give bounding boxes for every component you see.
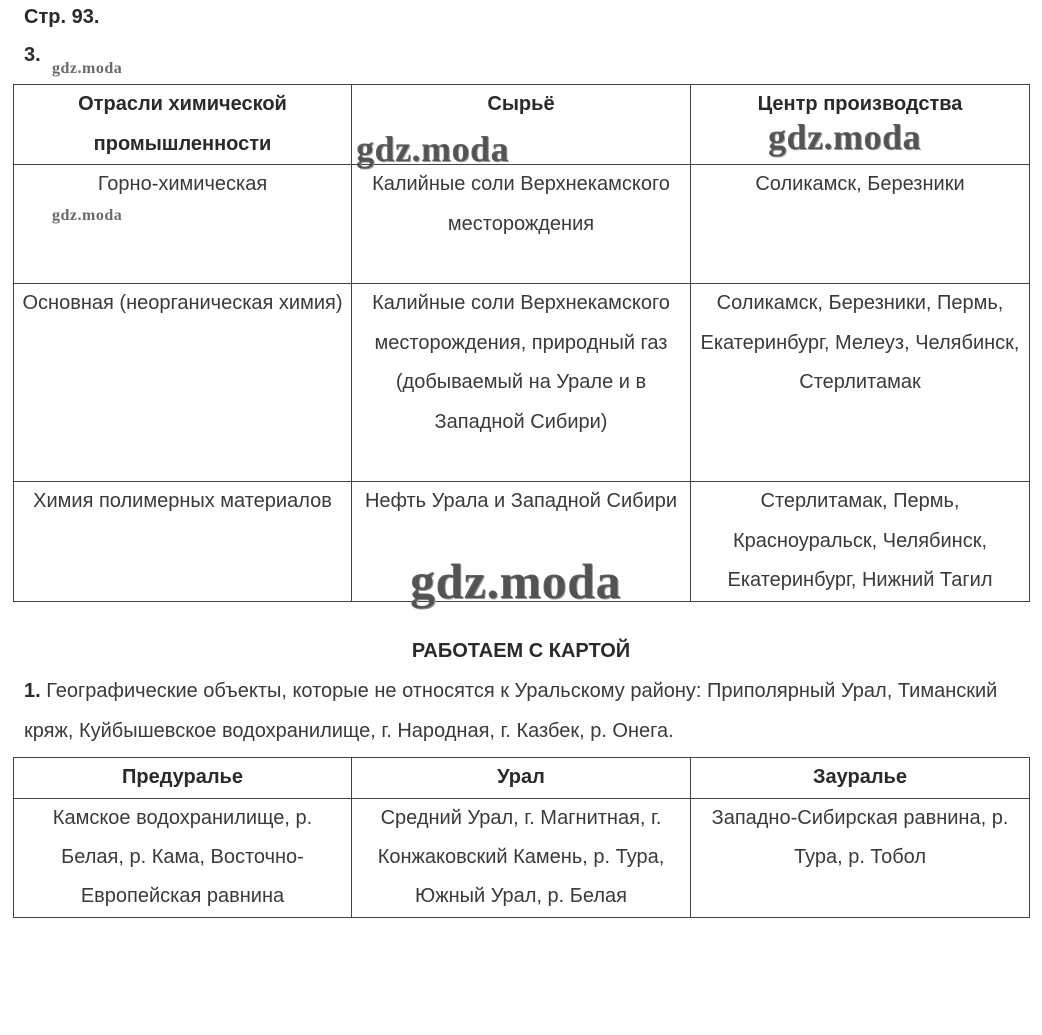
regions-table	[13, 757, 1030, 918]
header-zauralye: Зауралье	[691, 758, 1030, 799]
page-reference: Стр. 93.	[24, 6, 100, 28]
table-cell: Средний Урал, г. Магнитная, г. Конжаковский Камень, р. Тура, Южный Урал, р. Белая	[352, 798, 691, 917]
watermark-logo: gdz.moda	[52, 60, 123, 77]
answer-paragraph	[24, 672, 1024, 751]
header-raw-materials: Сырьё	[352, 85, 691, 165]
table-cell: Горно-химическая	[14, 165, 352, 284]
table-cell: Химия полимерных материалов	[14, 482, 352, 602]
table-cell: Нефть Урала и Западной Сибири	[352, 482, 691, 602]
table-row	[14, 798, 1030, 917]
table-cell: Калийные соли Верхнекамского месторождения, природный газ (добываемый на Урале и в Западной Сибири)	[352, 284, 691, 482]
answer-text: Географические объекты, которые не относятся к Уральскому району: Приполярный Урал, Тиманский кряж, Куйбышевское водохранилище, г. Народная, г. Казбек, р. Онега.	[24, 680, 998, 742]
section-title: РАБОТАЕМ С КАРТОЙ	[411, 640, 631, 662]
table-cell: Камское водохранилище, р. Белая, р. Кама, Восточно-Европейская равнина	[14, 798, 352, 917]
table-cell: Соликамск, Березники, Пермь, Екатеринбург, Мелеуз, Челябинск, Стерлитамак	[691, 284, 1030, 482]
table-header-row	[14, 758, 1030, 799]
header-production-center: Центр производства	[691, 85, 1030, 165]
header-preduralye: Предуралье	[14, 758, 352, 799]
watermark-logo: gdz.moda	[410, 553, 621, 609]
item-number: 1.	[24, 680, 41, 702]
table-cell: Стерлитамак, Пермь, Красноуральск, Челябинск, Екатеринбург, Нижний Тагил	[691, 482, 1030, 602]
table-row	[14, 284, 1030, 482]
table-cell: Основная (неорганическая химия)	[14, 284, 352, 482]
watermark-logo: gdz.moda	[768, 117, 922, 157]
watermark-logo: gdz.moda	[52, 207, 123, 224]
watermark-logo: gdz.moda	[356, 129, 510, 169]
chemical-industry-table	[13, 84, 1030, 602]
table-cell: Соликамск, Березники	[691, 165, 1030, 284]
table-row	[14, 165, 1030, 284]
table-cell: Калийные соли Верхнекамского месторождения	[352, 165, 691, 284]
header-ural: Урал	[352, 758, 691, 799]
table-cell: Западно-Сибирская равнина, р. Тура, р. Тобол	[691, 798, 1030, 917]
task-number: 3.	[24, 44, 41, 66]
header-industry-branch: Отрасли химической промышленности	[14, 85, 352, 165]
